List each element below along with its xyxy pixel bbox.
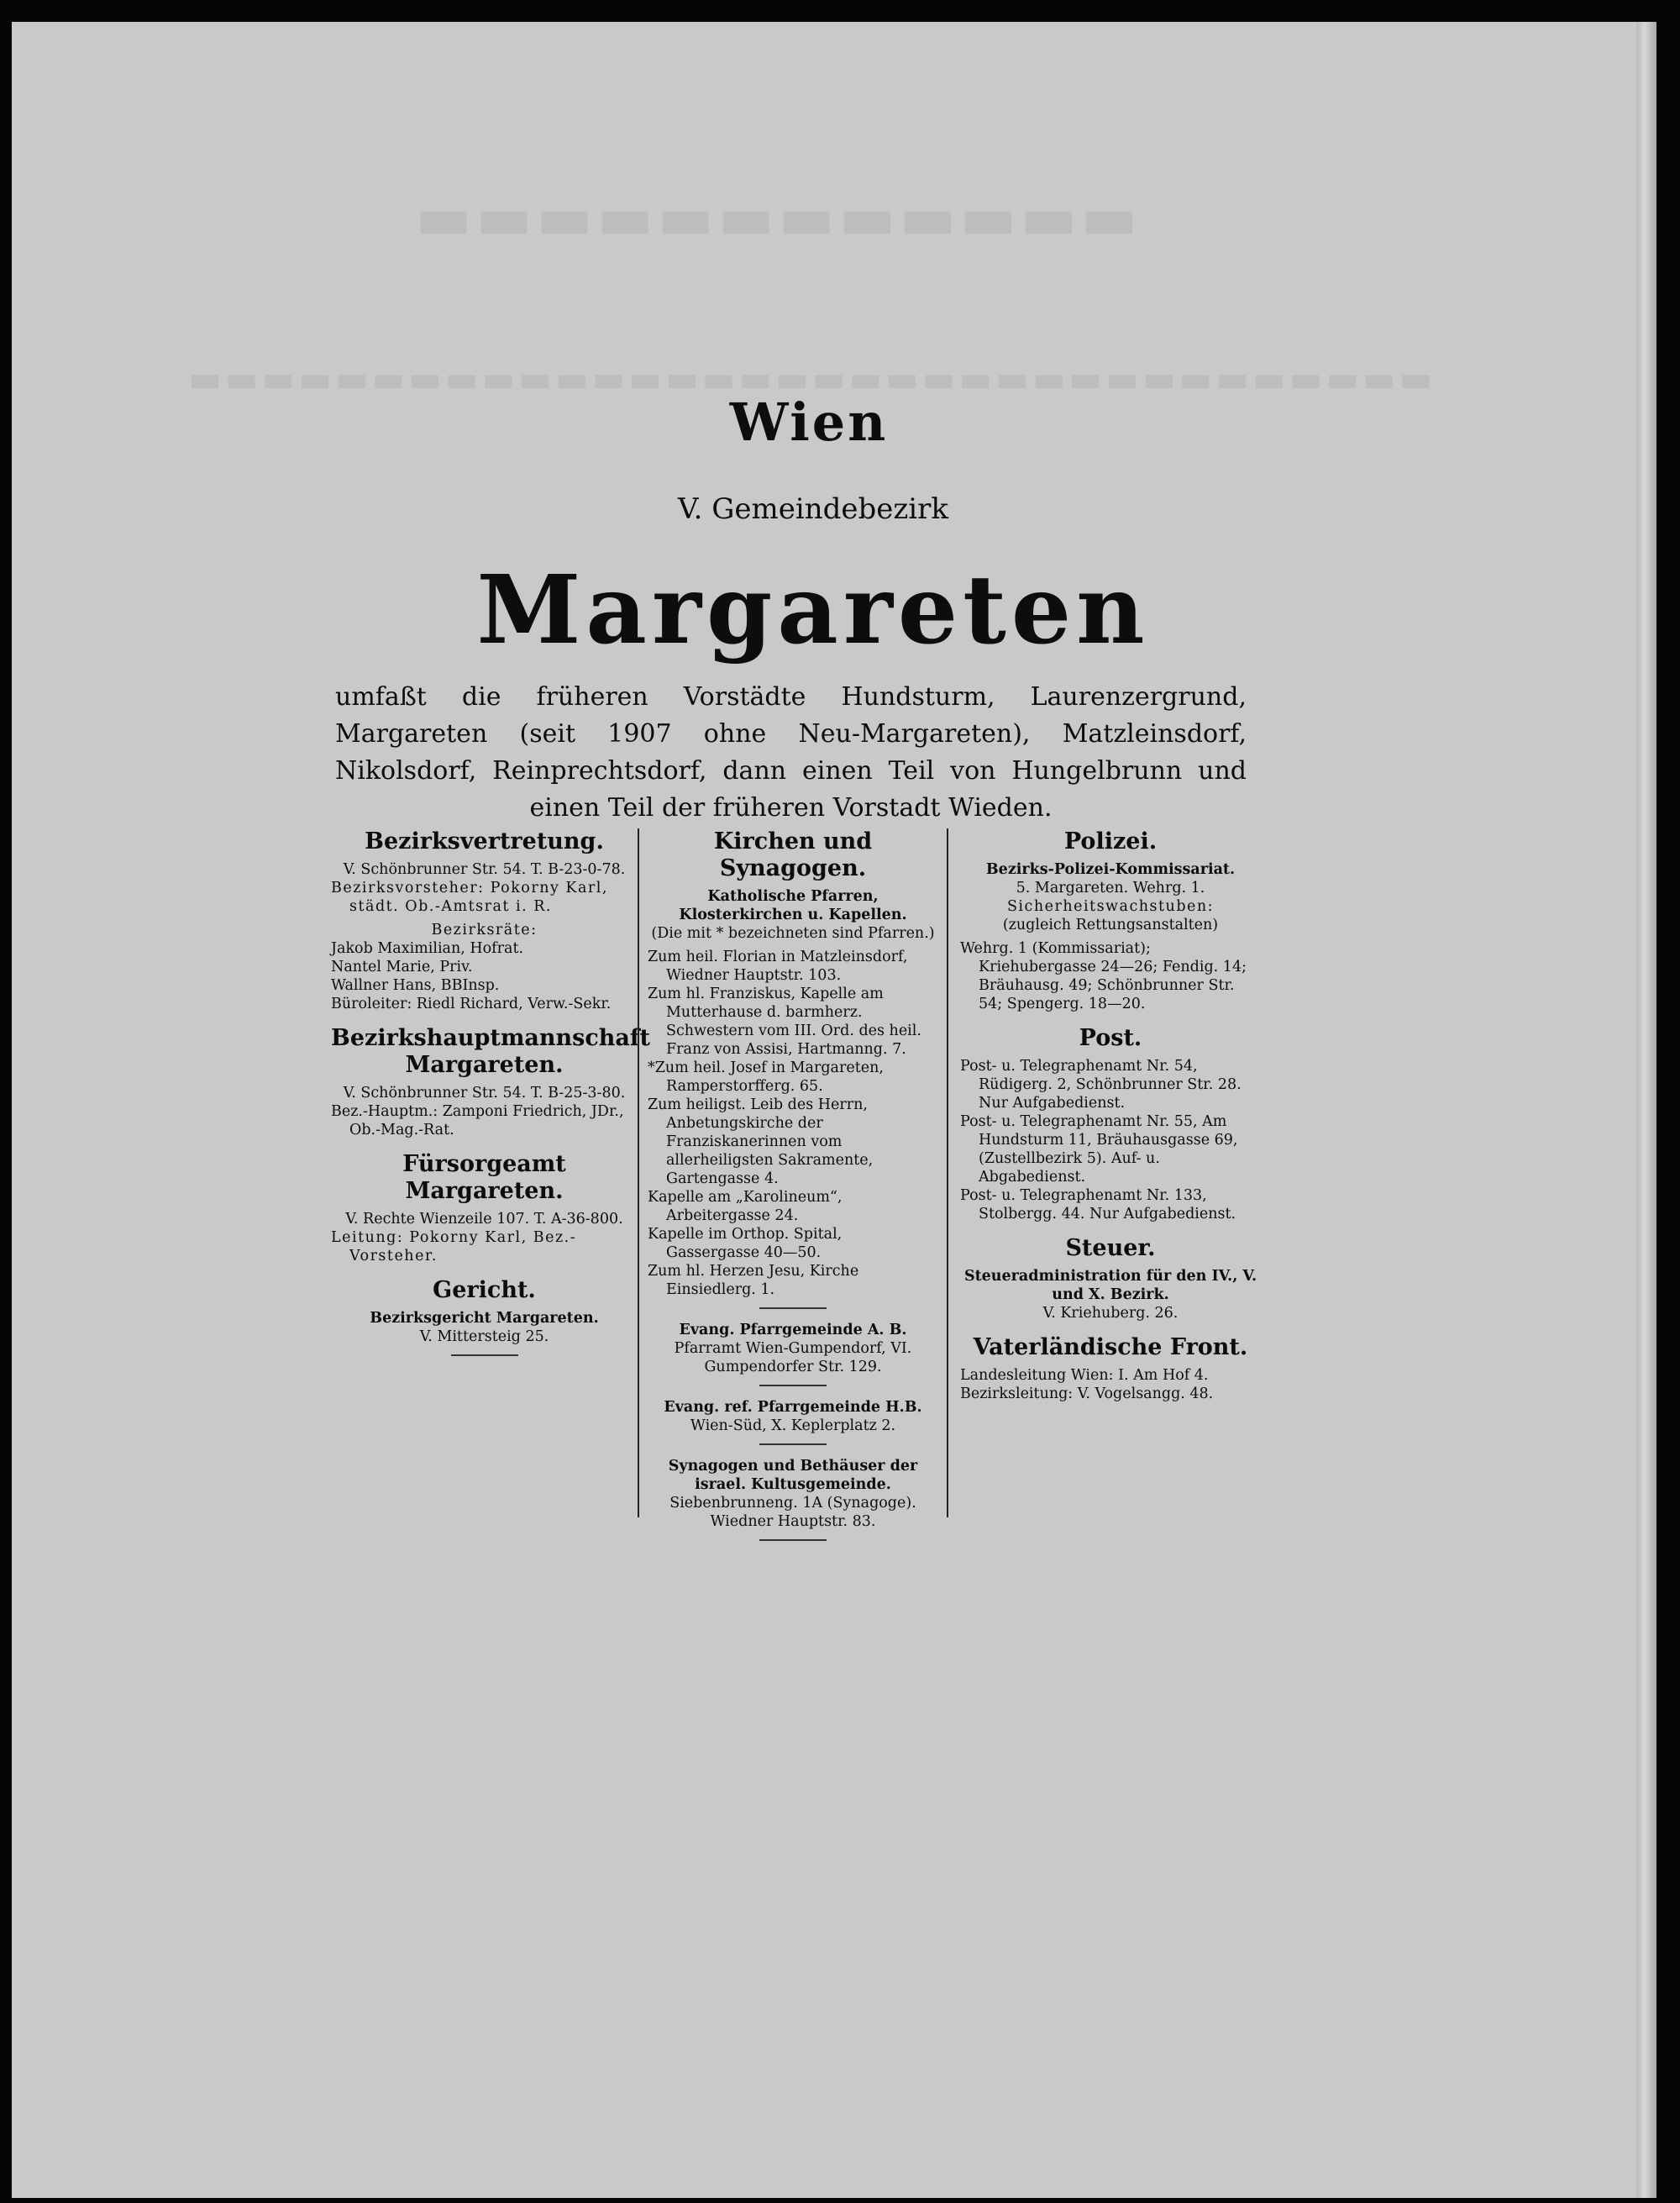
section-title: Bezirksvertretung. [365, 828, 604, 854]
section-title: Kirchen und Synagogen. [713, 828, 873, 881]
church-item: *Zum heil. Josef in Margareten, Ramperstorfferg. 65. [648, 1059, 884, 1095]
bleed-through-ghost: ▬▬▬▬▬▬▬▬▬▬▬▬▬▬▬▬▬▬▬▬▬▬▬▬▬▬▬▬▬▬▬▬▬▬ [188, 358, 1436, 399]
vorsteher: Bezirksvorsteher: Pokorny Karl, städt. Ob.-Amtsrat i. R. [331, 880, 608, 915]
district-subtitle: V. Gemeindebezirk [677, 492, 949, 526]
church-item: Zum hl. Herzen Jesu, Kirche Einsiedlerg. 1. [648, 1263, 859, 1298]
post-item: Post- u. Telegraphenamt Nr. 55, Am Hundsturm 11, Bräuhausgasse 69, (Zustellbezirk 5). Auf- u. Abgabedienst. [960, 1113, 1238, 1186]
section-title: Gericht. [433, 1277, 536, 1303]
subsection-title: Evang. ref. Pfarrgemeinde H.B. [664, 1399, 922, 1416]
section-title: Polizei. [1063, 828, 1158, 854]
section-bezirkshauptmannschaft [331, 1025, 651, 1139]
address: V. Rechte Wienzeile 107. T. A-36-800. [345, 1211, 623, 1228]
leitung: Leitung: Pokorny Karl, Bez.-Vorsteher. [331, 1229, 577, 1264]
hauptmann: Bez.-Hauptm.: Zamponi Friedrich, JDr., Ob.-Mag.-Rat. [331, 1103, 624, 1138]
divider [759, 1443, 827, 1445]
note: (Die mit * bezeichneten sind Pfarren.) [651, 925, 935, 942]
bleed-through-ghost: ▬▬▬▬▬▬▬▬▬▬▬▬ [415, 181, 1142, 253]
bezirksleitung: Bezirksleitung: V. Vogelsangg. 48. [960, 1385, 1214, 1402]
address: V. Mittersteig 25. [419, 1328, 549, 1345]
city-title: Wien [729, 392, 889, 453]
column-left [331, 828, 651, 1368]
address: V. Schönbrunner Str. 54. T. B-23-0-78. [343, 861, 626, 878]
intro-paragraph: umfaßt die früheren Vorstädte Hundsturm, Laurenzergrund, Margareten (seit 1907 ohne Neu-Margareten), Matzleinsdorf, Nikolsdorf, Reinprechtsdorf, dann einen Teil von Hungelbrunn und einen Teil der früheren Vorstadt Wieden. [335, 682, 1247, 823]
kommissariat-address: 5. Margareten. Wehrg. 1. [1016, 880, 1205, 896]
address: V. Schönbrunner Str. 54. T. B-25-3-80. [343, 1085, 626, 1102]
column-middle [638, 828, 948, 1530]
divider [759, 1385, 827, 1386]
landesleitung: Landesleitung Wien: I. Am Hof 4. [960, 1367, 1209, 1384]
section-fuersorgeamt [331, 1151, 638, 1265]
church-item: Zum hl. Franziskus, Kapelle am Mutterhause d. barmherz. Schwestern vom III. Ord. des heil. Franz von Assisi, Hartmanng. 7. [648, 986, 921, 1058]
wachstuben-note: (zugleich Rettungsanstalten) [1002, 917, 1219, 933]
post-item: Post- u. Telegraphenamt Nr. 133, Stolbergg. 44. Nur Aufgabedienst. [960, 1187, 1236, 1222]
document-page [12, 22, 1656, 2198]
evang-ab-text: Pfarramt Wien-Gumpendorf, VI. Gumpendorfer Str. 129. [674, 1340, 912, 1375]
rat-item: Wallner Hans, BBInsp. [331, 977, 500, 994]
steuer-name: Steueradministration für den IV., V. und X. Bezirk. [963, 1268, 1257, 1303]
page-edge [1636, 22, 1656, 2198]
bueroleiter: Büroleiter: Riedl Richard, Verw.-Sekr. [331, 996, 612, 1012]
wachstuben-list: Wehrg. 1 (Kommissariat); Kriehubergasse 24—26; Fendig. 14; Bräuhausg. 49; Schönbrunner Str. 54; Spengerg. 18—20. [960, 940, 1247, 1012]
church-item: Kapelle im Orthop. Spital, Gassergasse 40—50. [648, 1226, 843, 1261]
section-title: Post. [1079, 1025, 1142, 1051]
section-gericht [331, 1277, 638, 1356]
section-bezirksvertretung [331, 828, 638, 1013]
rat-item: Nantel Marie, Priv. [331, 959, 473, 975]
subsection-title: Katholische Pfarren, Klosterkirchen u. Kapellen. [679, 888, 907, 923]
steuer-address: V. Kriehuberg. 26. [1042, 1305, 1179, 1322]
section-title: Vaterländische Front. [973, 1334, 1248, 1360]
subsection-title: Synagogen und Bethäuser der israel. Kultusgemeinde. [668, 1458, 918, 1493]
district-title: Margareten [476, 555, 1150, 665]
kommissariat: Bezirks-Polizei-Kommissariat. [985, 861, 1236, 878]
divider [759, 1539, 827, 1541]
post-item: Post- u. Telegraphenamt Nr. 54, Rüdigerg. 2, Schönbrunner Str. 28. Nur Aufgabedienst. [960, 1058, 1242, 1112]
section-polizei [960, 828, 1261, 1013]
column-right [950, 828, 1261, 1415]
raete-label: Bezirksräte: [431, 922, 538, 939]
section-steuer [960, 1235, 1261, 1322]
gericht-name: Bezirksgericht Margareten. [370, 1310, 599, 1327]
divider [759, 1307, 827, 1309]
section-title: Fürsorgeamt Margareten. [402, 1151, 566, 1204]
section-post [960, 1025, 1261, 1223]
section-title: Steuer. [1065, 1235, 1156, 1261]
evang-hb-text: Wien-Süd, X. Keplerplatz 2. [690, 1417, 896, 1434]
rat-item: Jakob Maximilian, Hofrat. [331, 940, 524, 957]
church-item: Zum heiligst. Leib des Herrn, Anbetungskirche der Franziskanerinnen vom allerheiligsten Sakramente, Gartengasse 4. [648, 1096, 874, 1187]
wachstuben-label: Sicherheitswachstuben: [1006, 898, 1215, 915]
synagogue-text: Siebenbrunneng. 1A (Synagoge). Wiedner Hauptstr. 83. [669, 1495, 916, 1530]
section-vaterlaendische-front [960, 1334, 1261, 1403]
church-item: Zum heil. Florian in Matzleinsdorf, Wiedner Hauptstr. 103. [648, 949, 908, 984]
divider [451, 1354, 518, 1356]
subsection-title: Evang. Pfarrgemeinde A. B. [679, 1322, 907, 1338]
section-title: Bezirkshauptmannschaft Margareten. [331, 1025, 651, 1078]
church-item: Kapelle am „Karolineum“, Arbeitergasse 24. [648, 1189, 843, 1224]
